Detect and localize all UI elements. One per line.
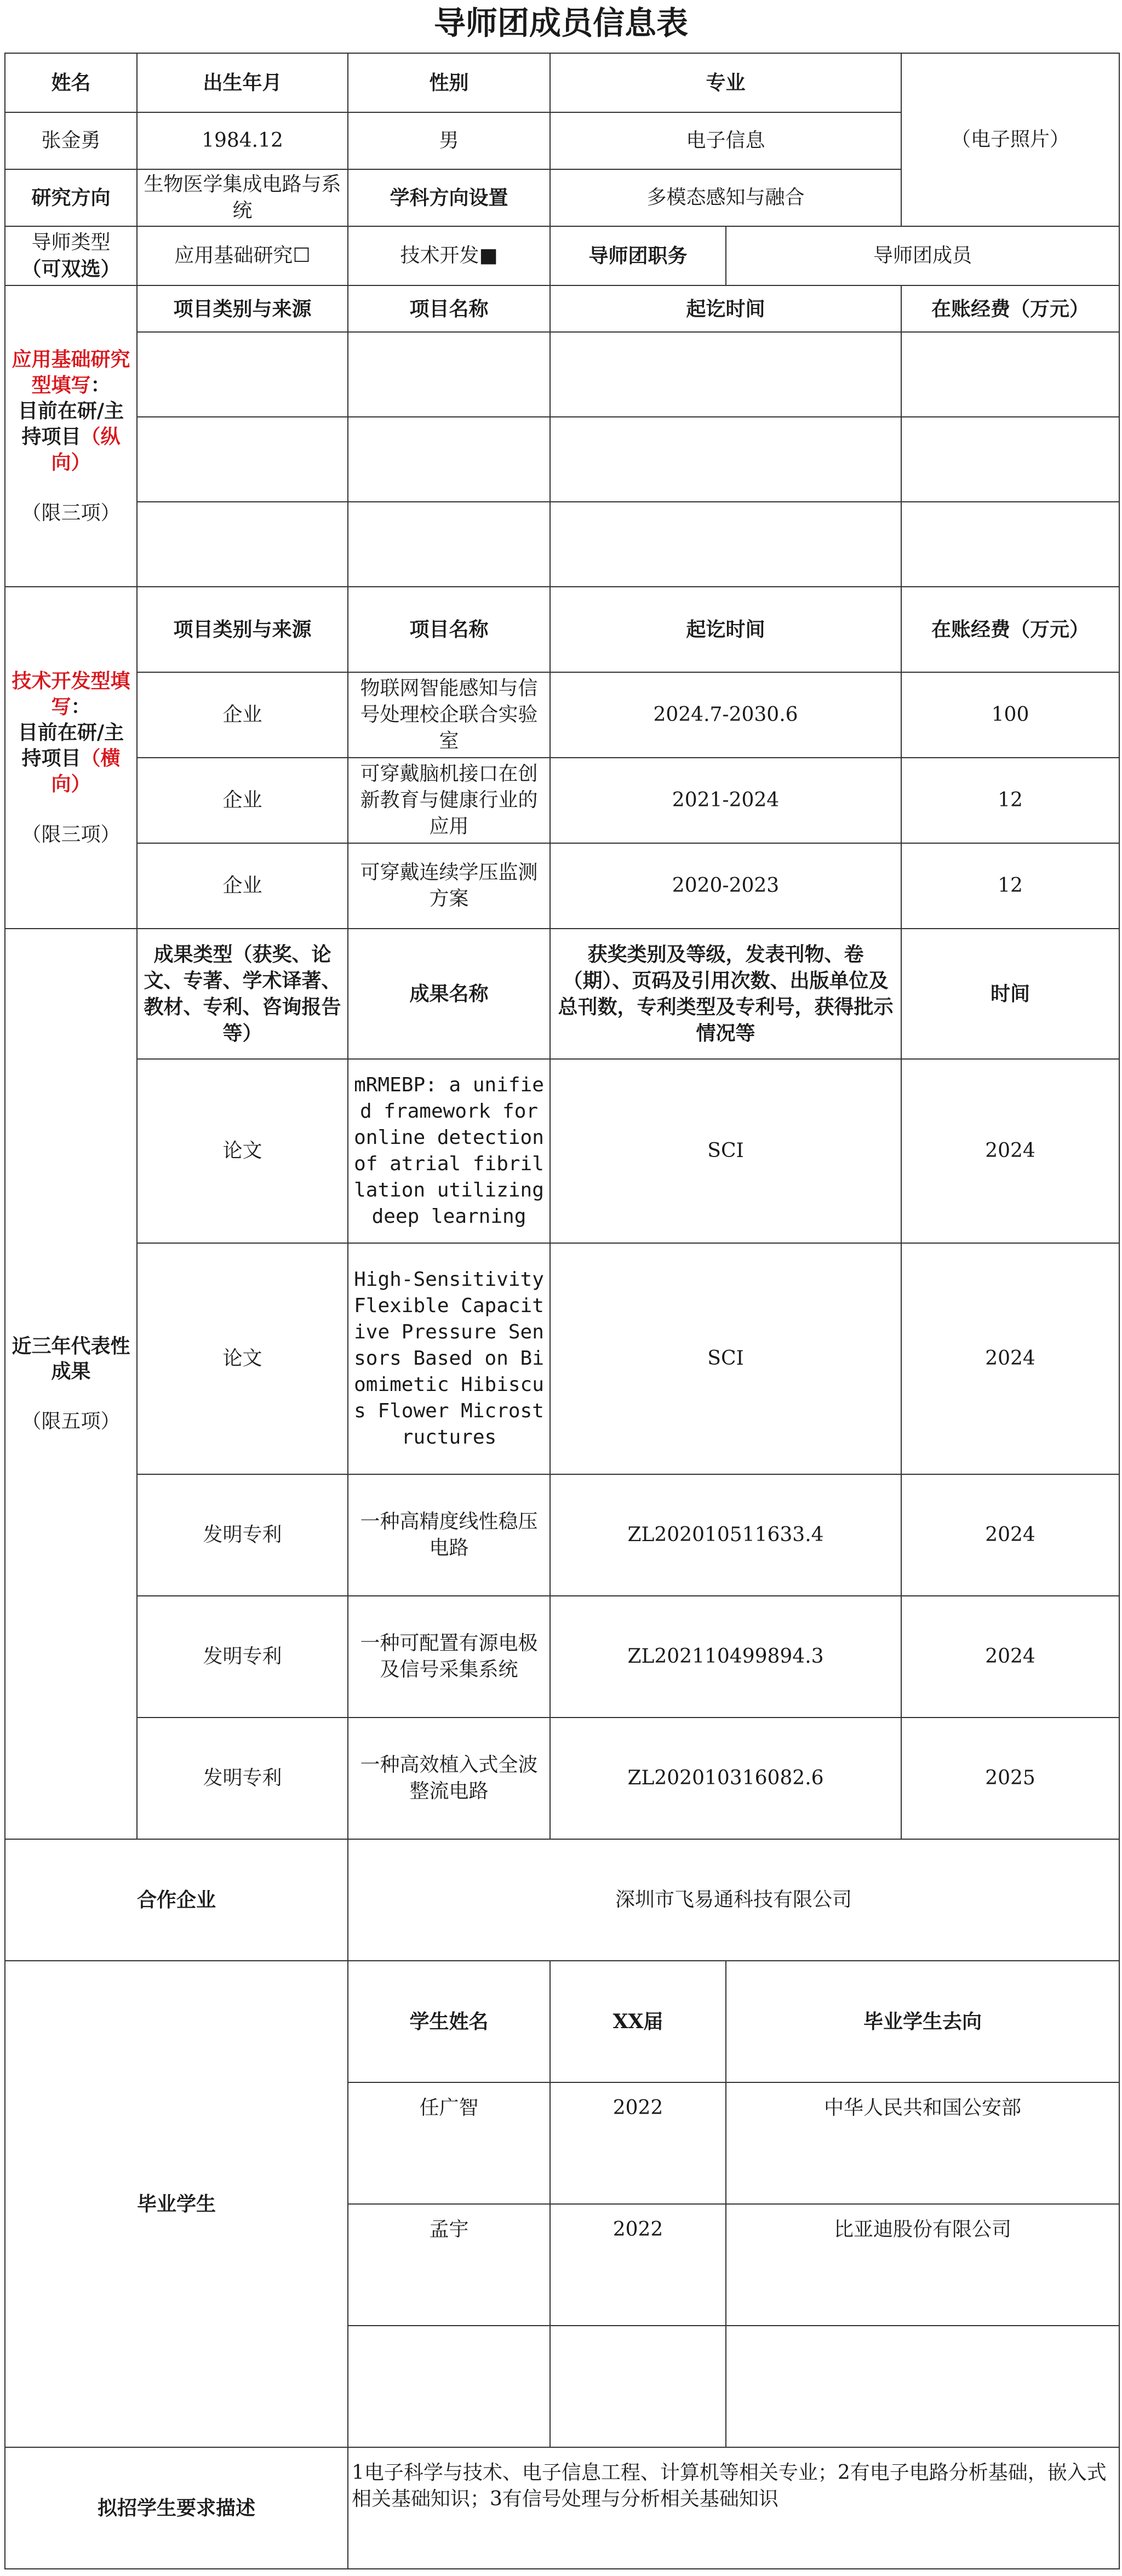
graduate-empty-cell <box>726 2326 1119 2447</box>
mentor-type-label-text: 导师类型 <box>31 231 111 254</box>
achievement-detail: ZL202010511633.4 <box>550 1474 901 1596</box>
role-value: 导师团成员 <box>726 226 1119 285</box>
applied-cell <box>348 502 550 587</box>
project-period: 2021-2024 <box>550 758 901 843</box>
name-label: 姓名 <box>5 53 137 112</box>
cooperation-label: 合作企业 <box>5 1839 348 1961</box>
table-row <box>5 1474 1119 1596</box>
graduate-name: 任广智 <box>348 2082 550 2204</box>
achievement-name: 一种高精度线性稳压电路 <box>348 1474 550 1596</box>
tech-label-black: 目前在研/主持项目 <box>18 720 124 770</box>
gender-value: 男 <box>348 112 550 169</box>
research-value: 生物医学集成电路与系统 <box>137 169 348 226</box>
table-row <box>5 1243 1119 1474</box>
achievements-limit: （限五项） <box>21 1410 121 1433</box>
achievement-header-detail: 获奖类别及等级，发表刊物、卷（期）、页码及引用次数、出版单位及总刊数，专利类型及专利号，获得批示情况等 <box>550 929 901 1059</box>
project-period: 2020-2023 <box>550 843 901 929</box>
achievements-section-label <box>5 929 137 1839</box>
achievements-label: 近三年代表性成果 <box>12 1335 130 1383</box>
tech-header-funds: 在账经费（万元） <box>901 587 1119 672</box>
applied-limit: （限三项） <box>21 501 121 524</box>
achievement-name: High-Sensitivity Flexible Capacitive Pressure Sensors Based on Biomimetic Hibiscus Flower Microstructures <box>348 1243 550 1474</box>
achievement-type: 论文 <box>137 1059 348 1243</box>
birth-label: 出生年月 <box>137 53 348 112</box>
applied-cell <box>550 502 901 587</box>
requirements-label: 拟招学生要求描述 <box>5 2447 348 2569</box>
major-label: 专业 <box>550 53 901 112</box>
info-table <box>4 53 1120 2569</box>
type-option-applied: 应用基础研究☐ <box>137 226 348 285</box>
table-row <box>5 672 1119 758</box>
graduate-name: 孟宇 <box>348 2204 550 2326</box>
achievement-detail: SCI <box>550 1243 901 1474</box>
graduate-header-destination: 毕业学生去向 <box>726 1961 1119 2082</box>
applied-cell <box>348 417 550 502</box>
project-source: 企业 <box>137 843 348 929</box>
project-source: 企业 <box>137 672 348 758</box>
graduate-year: 2022 <box>550 2082 726 2204</box>
project-funds: 12 <box>901 843 1119 929</box>
table-row <box>5 758 1119 843</box>
applied-cell <box>550 417 901 502</box>
gender-label: 性别 <box>348 53 550 112</box>
tech-header-period: 起讫时间 <box>550 587 901 672</box>
applied-cell <box>137 502 348 587</box>
applied-label-red: 应用基础研究型填写 <box>12 347 130 397</box>
achievement-header-name: 成果名称 <box>348 929 550 1059</box>
mentor-type-note: （可双选） <box>21 257 121 281</box>
achievement-time: 2025 <box>901 1718 1119 1839</box>
tech-section-label <box>5 587 137 929</box>
achievement-time: 2024 <box>901 1059 1119 1243</box>
tech-limit: （限三项） <box>21 823 121 846</box>
tech-label-red: 技术开发型填写 <box>12 669 130 718</box>
applied-label-direction: （纵向） <box>51 425 121 474</box>
applied-label-black: 目前在研/主持项目 <box>18 399 124 448</box>
applied-cell <box>901 332 1119 417</box>
tech-label-direction: （横向） <box>51 746 121 795</box>
requirements-value: 1电子科学与技术、电子信息工程、计算机等相关专业；2有电子电路分析基础，嵌入式相关基础知识；3有信号处理与分析相关基础知识 <box>348 2447 1119 2569</box>
project-name: 物联网智能感知与信号处理校企联合实验室 <box>348 672 550 758</box>
project-name: 可穿戴脑机接口在创新教育与健康行业的应用 <box>348 758 550 843</box>
achievement-type: 发明专利 <box>137 1474 348 1596</box>
birth-value: 1984.12 <box>137 112 348 169</box>
applied-cell <box>137 332 348 417</box>
discipline-value: 多模态感知与融合 <box>550 169 901 226</box>
table-row <box>5 1059 1119 1243</box>
graduate-destination: 中华人民共和国公安部 <box>726 2082 1119 2204</box>
applied-cell <box>901 417 1119 502</box>
graduate-year: 2022 <box>550 2204 726 2326</box>
achievement-time: 2024 <box>901 1243 1119 1474</box>
achievement-type: 发明专利 <box>137 1596 348 1718</box>
project-period: 2024.7-2030.6 <box>550 672 901 758</box>
achievement-type: 发明专利 <box>137 1718 348 1839</box>
achievement-type: 论文 <box>137 1243 348 1474</box>
type-option-tech: 技术开发■ <box>348 226 550 285</box>
project-name: 可穿戴连续学压监测方案 <box>348 843 550 929</box>
applied-cell <box>348 332 550 417</box>
applied-header-funds: 在账经费（万元） <box>901 285 1119 332</box>
applied-section-label <box>5 285 137 587</box>
table-row <box>5 1718 1119 1839</box>
applied-header-period: 起讫时间 <box>550 285 901 332</box>
graduate-empty-cell <box>550 2326 726 2447</box>
photo-placeholder: （电子照片） <box>901 53 1119 226</box>
applied-label-colon: ： <box>90 373 111 397</box>
achievement-time: 2024 <box>901 1474 1119 1596</box>
name-value: 张金勇 <box>5 112 137 169</box>
applied-header-name: 项目名称 <box>348 285 550 332</box>
graduate-header-name: 学生姓名 <box>348 1961 550 2082</box>
tech-label-colon: ： <box>71 695 91 718</box>
achievement-header-type: 成果类型（获奖、论文、专著、学术译著、教材、专利、咨询报告等） <box>137 929 348 1059</box>
tech-header-name: 项目名称 <box>348 587 550 672</box>
achievement-name: mRMEBP: a unified framework for online detection of atrial fibrillation utilizing deep learning <box>348 1059 550 1243</box>
cooperation-value: 深圳市飞易通科技有限公司 <box>348 1839 1119 1961</box>
achievement-time: 2024 <box>901 1596 1119 1718</box>
role-label: 导师团职务 <box>550 226 726 285</box>
graduate-destination: 比亚迪股份有限公司 <box>726 2204 1119 2326</box>
graduate-empty-cell <box>348 2326 550 2447</box>
applied-header-type: 项目类别与来源 <box>137 285 348 332</box>
discipline-label: 学科方向设置 <box>348 169 550 226</box>
project-funds: 12 <box>901 758 1119 843</box>
graduate-header-year: XX届 <box>550 1961 726 2082</box>
achievement-detail: SCI <box>550 1059 901 1243</box>
mentor-type-label <box>5 226 137 285</box>
applied-cell <box>137 417 348 502</box>
table-row <box>5 1596 1119 1718</box>
major-value: 电子信息 <box>550 112 901 169</box>
applied-cell <box>901 502 1119 587</box>
achievement-header-time: 时间 <box>901 929 1119 1059</box>
achievement-name: 一种高效植入式全波整流电路 <box>348 1718 550 1839</box>
table-row <box>5 843 1119 929</box>
tech-header-type: 项目类别与来源 <box>137 587 348 672</box>
achievement-detail: ZL202010316082.6 <box>550 1718 901 1839</box>
page-title: 导师团成员信息表 <box>433 4 688 42</box>
applied-cell <box>550 332 901 417</box>
project-funds: 100 <box>901 672 1119 758</box>
achievement-name: 一种可配置有源电极及信号采集系统 <box>348 1596 550 1718</box>
graduates-label: 毕业学生 <box>5 1961 348 2447</box>
research-label: 研究方向 <box>5 169 137 226</box>
project-source: 企业 <box>137 758 348 843</box>
achievement-detail: ZL202110499894.3 <box>550 1596 901 1718</box>
